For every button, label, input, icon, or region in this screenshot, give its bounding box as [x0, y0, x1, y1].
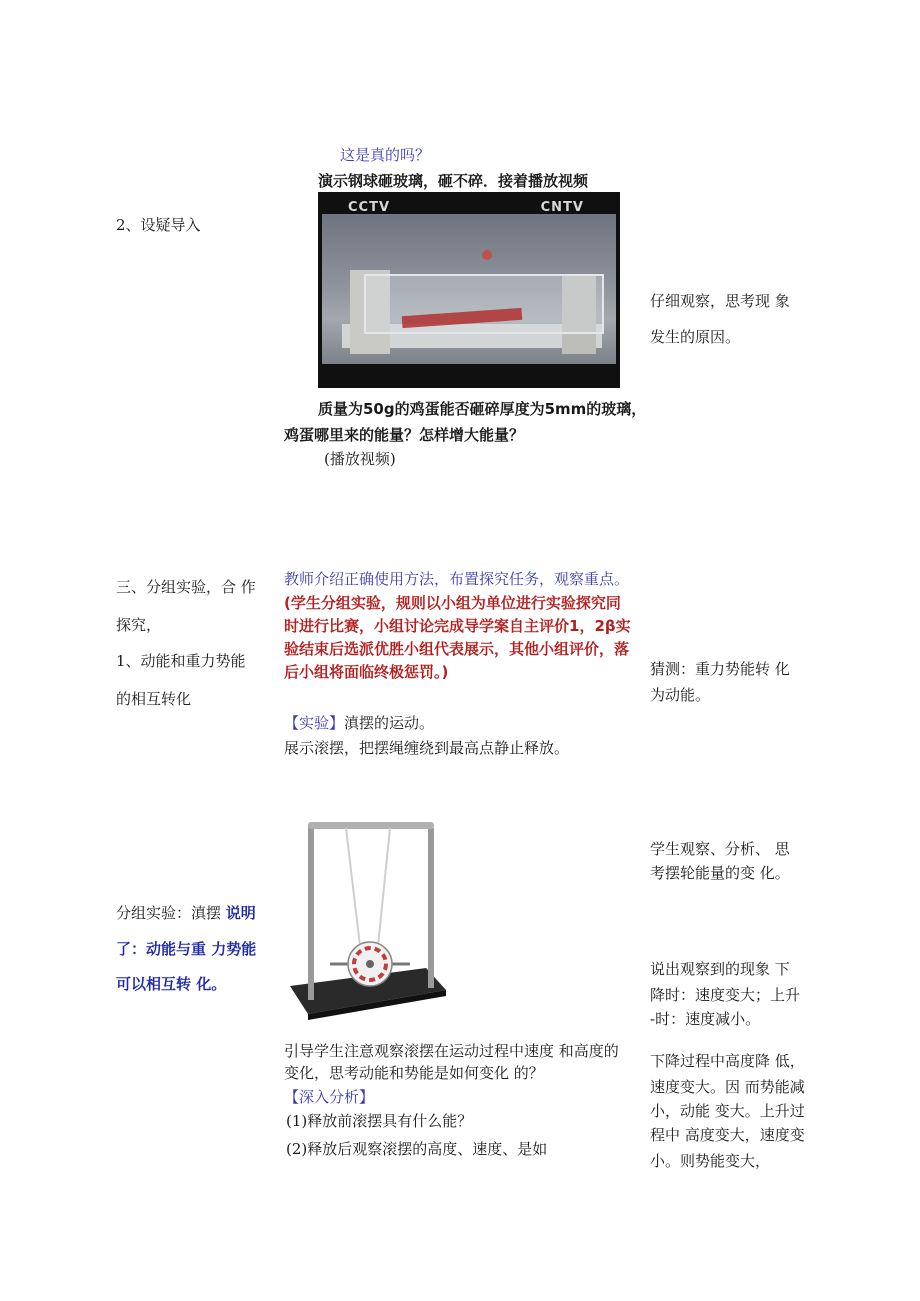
- pendulum-string-right: [378, 828, 390, 946]
- experiment-line: [284, 712, 434, 733]
- observed-phenomenon-3: -时：速度减小。: [650, 1010, 761, 1028]
- explain-text-c: 可以相互转 化。: [116, 975, 227, 993]
- guess-line-2: 为动能。: [650, 686, 711, 704]
- egg-question-1: 质量为50g的鸡蛋能否砸碎厚度为5mm的玻璃，: [318, 400, 647, 418]
- steel-ball: [482, 250, 492, 260]
- energy-analysis-4: 程中 高度变大，速度变: [650, 1126, 805, 1144]
- cctv-logo: CCTV: [348, 200, 391, 215]
- observe-line-1: 仔细观察，思考现 象: [650, 292, 790, 310]
- group-rule-4: 后小组将面临终极惩罚。): [284, 663, 449, 681]
- experiment-tag: 【实验】: [284, 714, 345, 732]
- pendulum-post-left: [308, 824, 314, 1000]
- analysis-question-1: (1)释放前滚摆具有什么能？: [286, 1112, 473, 1130]
- pendulum-wheel-hub: [366, 960, 374, 968]
- guess-line-1: 猜测：重力势能转 化: [650, 660, 790, 678]
- group-rule-1: (学生分组实验，规则以小组为单位进行实验探究同: [284, 594, 621, 612]
- energy-analysis-1: 下降过程中高度降 低，: [650, 1052, 805, 1070]
- show-pendulum-text: 展示滚摆，把摆绳缠绕到最高点静止释放。: [284, 739, 570, 757]
- play-video-note: (播放视频): [324, 450, 396, 468]
- energy-analysis-3: 小，动能 变大。上升过: [650, 1102, 805, 1120]
- maxwell-pendulum-illustration: [286, 818, 448, 1030]
- guide-line-2: 变化，思考动能和势能是如何变化 的？: [284, 1064, 544, 1082]
- section-3-line-2: 探究，: [116, 616, 162, 634]
- video-scene: [322, 214, 616, 364]
- deep-analysis-tag: 【深入分析】: [284, 1088, 375, 1106]
- guide-line-1: 引导学生注意观察滚摆在运动过程中速度 和高度的: [284, 1042, 619, 1060]
- group-rule-3: 验结束后选派优胜小组代表展示，其他小组评价，落: [284, 640, 630, 658]
- section-3-line-1: 三、分组实验，合 作: [116, 578, 256, 596]
- analysis-question-2: (2)释放后观察滚摆的高度、速度、是如: [286, 1140, 548, 1158]
- group-experiment-line-1: [116, 902, 256, 923]
- observed-phenomenon-2: 降时：速度变大；上升: [650, 986, 801, 1004]
- glass-pane: [364, 274, 604, 334]
- section-3-line-4: 的相互转化: [116, 690, 192, 708]
- energy-analysis-2: 速度变大。因 而势能减: [650, 1078, 805, 1096]
- student-observe-2: 考摆轮能量的变 化。: [650, 864, 790, 882]
- pendulum-top-bar: [308, 822, 434, 829]
- cntv-logo: CNTV: [540, 200, 584, 215]
- teacher-intro: 教师介绍正确使用方法，布置探究任务，观察重点。: [284, 570, 630, 588]
- question-text: 这是真的吗？: [340, 146, 431, 164]
- pendulum-post-right: [428, 828, 434, 988]
- observed-phenomenon-1: 说出观察到的现象 下: [650, 960, 790, 978]
- egg-question-2: 鸡蛋哪里来的能量？怎样增大能量？: [284, 426, 525, 444]
- experiment-text: 滇摆的运动。: [344, 714, 435, 732]
- demo-text: 演示钢球砸玻璃，砸不碎．接着播放视频: [318, 172, 589, 190]
- group-experiment-label: 分组实验：滇摆: [116, 904, 222, 922]
- explain-text-a: 说明: [225, 904, 256, 922]
- observe-line-2: 发生的原因。: [650, 328, 741, 346]
- section-3-line-3: 1、动能和重力势能: [116, 652, 246, 670]
- explain-text-b: 了：动能与重 力势能: [116, 940, 257, 958]
- group-rule-2: 时进行比赛，小组讨论完成导学案自主评价1，2β实: [284, 617, 631, 635]
- video-screenshot: [318, 192, 620, 388]
- energy-analysis-5: 小。则势能变大，: [650, 1152, 771, 1170]
- student-observe-1: 学生观察、分析、 思: [650, 840, 790, 858]
- pendulum-string-left: [346, 828, 360, 946]
- section-title-setup: 2、设疑导入: [116, 216, 201, 234]
